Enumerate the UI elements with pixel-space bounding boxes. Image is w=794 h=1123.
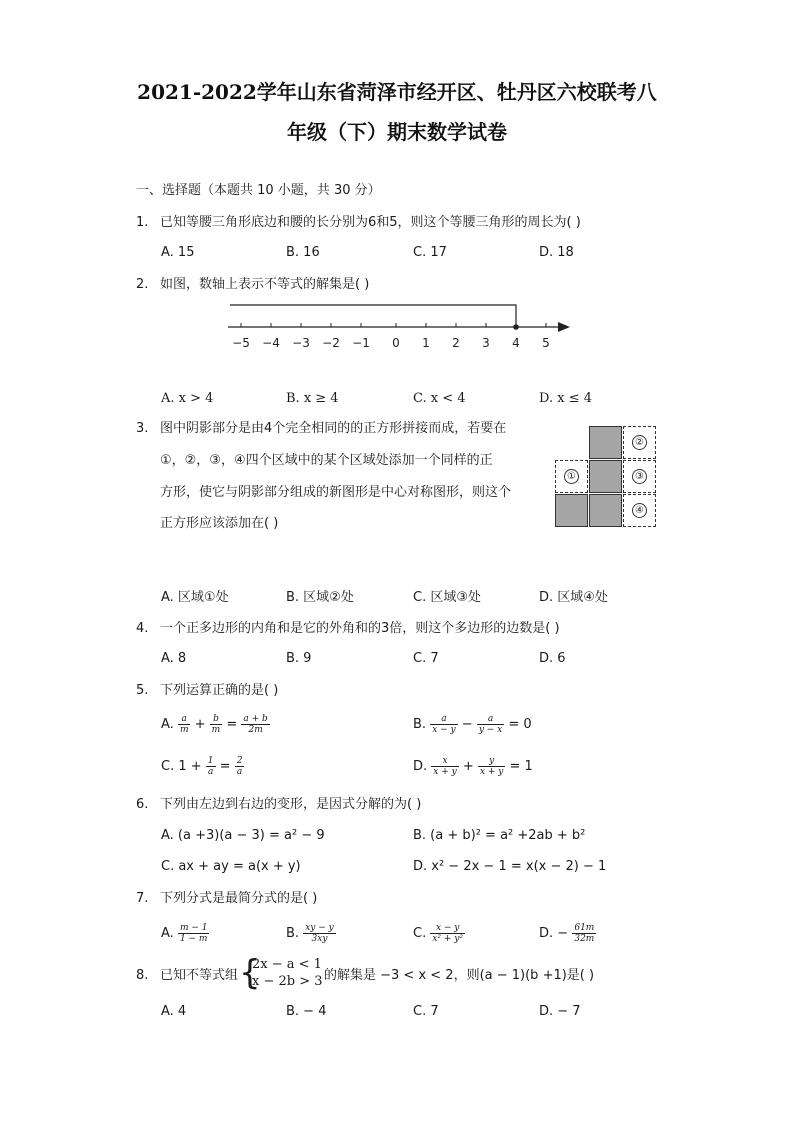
q5-option-a[interactable]: [161, 711, 270, 739]
numerator: xy − y: [305, 923, 334, 933]
denominator: y − x: [478, 725, 503, 735]
tick-label: −2: [322, 336, 340, 350]
q8-option-a[interactable]: A. 4: [161, 1004, 187, 1019]
q2-text: 如图，数轴上表示不等式的解集是( ): [160, 277, 370, 292]
tick-label: 5: [542, 336, 550, 350]
region-4-label: ④: [632, 503, 647, 518]
q8-option-d[interactable]: D. − 7: [539, 1004, 581, 1019]
operator: 1 +: [178, 759, 202, 774]
q1-option-b[interactable]: B. 16: [286, 245, 320, 260]
q6-option-b[interactable]: B. (a + b)² = a² +2ab + b²: [413, 828, 586, 843]
page-title-line2: 年级（下）期末数学试卷: [287, 120, 507, 144]
denominator: x + y: [479, 767, 504, 777]
brace-icon: {: [239, 953, 261, 993]
q1-option-c[interactable]: C. 17: [413, 245, 447, 260]
q5-number: 5.: [136, 683, 149, 698]
denominator: m: [179, 725, 189, 735]
q4-text: 一个正多边形的内角和是它的外角和的3倍，则这个多边形的边数是( ): [160, 621, 560, 636]
tick-label: −5: [232, 336, 250, 350]
q2-option-a[interactable]: A. x > 4: [161, 391, 214, 406]
denominator: 3xy: [311, 934, 328, 944]
numerator: 2: [236, 756, 243, 766]
q2-number: 2.: [136, 277, 149, 292]
q7-option-b[interactable]: [286, 920, 336, 948]
q6-option-c[interactable]: C. ax + ay = a(x + y): [161, 859, 301, 874]
q3-grid-figure: [555, 426, 658, 529]
q3-option-b[interactable]: B. 区域②处: [286, 590, 354, 605]
q7-text: 下列分式是最简分式的是( ): [160, 891, 318, 906]
q4-option-d[interactable]: D. 6: [539, 651, 566, 666]
q6-text: 下列由左边到右边的变形，是因式分解的为( ): [160, 797, 422, 812]
operator: = 1: [509, 759, 533, 774]
solid-dot: [513, 324, 519, 330]
region-1-label: ①: [564, 469, 579, 484]
q4-option-b[interactable]: B. 9: [286, 651, 312, 666]
q8-suffix: 的解集是 −3 < x < 2，则(a − 1)(b +1)是( ): [324, 968, 595, 983]
operator: = 0: [508, 717, 532, 732]
tick-label: −1: [352, 336, 370, 350]
tick-label: 1: [422, 336, 430, 350]
shaded-square: [589, 460, 622, 493]
numerator: a + b: [243, 714, 268, 724]
region-3[interactable]: [623, 460, 656, 493]
q7-number: 7.: [136, 891, 149, 906]
tick-label: 0: [392, 336, 400, 350]
denominator: 32m: [574, 934, 595, 944]
numerator: m − 1: [179, 923, 208, 933]
numerator: a: [178, 714, 191, 725]
q7-option-c[interactable]: [413, 920, 465, 948]
region-4[interactable]: [623, 494, 656, 527]
region-3-label: ③: [632, 469, 647, 484]
q5-option-b[interactable]: [413, 711, 532, 739]
region-2-label: ②: [632, 435, 647, 450]
q3-text-line3: 方形，使它与阴影部分组成的新图形是中心对称图形，则这个: [160, 485, 512, 500]
q7-option-a[interactable]: [161, 920, 209, 948]
section-header: 一、选择题（本题共 10 小题，共 30 分）: [136, 183, 381, 198]
page-title-line1: 2021-2022学年山东省菏泽市经开区、牡丹区六校联考八: [137, 80, 657, 104]
option-letter: A.: [161, 717, 174, 732]
denominator: a: [236, 767, 243, 777]
q4-option-a[interactable]: A. 8: [161, 651, 187, 666]
q8-system-row2: x − 2b > 3: [252, 974, 323, 989]
q7-option-d[interactable]: [539, 920, 596, 948]
q3-option-a[interactable]: A. 区域①处: [161, 590, 229, 605]
option-letter: D.: [413, 759, 428, 774]
option-letter: C.: [413, 926, 427, 941]
numerator: 61m: [574, 923, 595, 933]
tick-label: 2: [452, 336, 460, 350]
q6-option-a[interactable]: A. (a +3)(a − 3) = a² − 9: [161, 828, 325, 843]
shaded-square: [589, 426, 622, 459]
denominator: x² + y²: [432, 934, 463, 944]
q1-number: 1.: [136, 215, 149, 230]
numerator: a: [477, 714, 504, 725]
region-2[interactable]: [623, 426, 656, 459]
operator: +: [194, 717, 206, 732]
q8-prefix: 已知不等式组: [160, 968, 239, 983]
solution-bracket: [230, 305, 516, 327]
q4-option-c[interactable]: C. 7: [413, 651, 439, 666]
numerator: 1: [207, 756, 214, 766]
q5-text: 下列运算正确的是( ): [160, 683, 279, 698]
q8-option-c[interactable]: C. 7: [413, 1004, 439, 1019]
q1-option-a[interactable]: A. 15: [161, 245, 195, 260]
option-letter: C.: [161, 759, 175, 774]
operator: +: [462, 759, 474, 774]
option-letter: B.: [413, 717, 427, 732]
denominator: 2m: [248, 725, 263, 735]
tick-label: 3: [482, 336, 490, 350]
denominator: x + y: [433, 767, 457, 777]
operator: −: [557, 926, 569, 941]
q5-option-d[interactable]: [413, 753, 533, 781]
shaded-square: [589, 494, 622, 527]
q5-option-c[interactable]: [161, 753, 244, 781]
region-1[interactable]: [555, 460, 588, 493]
q3-text-line1: 图中阴影部分是由4个完全相同的的正方形拼接而成，若要在: [160, 421, 507, 436]
shaded-square: [555, 494, 588, 527]
operator: −: [461, 717, 473, 732]
operator: =: [219, 759, 231, 774]
number-line-figure: [220, 300, 580, 355]
numerator: a: [430, 714, 457, 725]
q8-system-row1: 2x − a < 1: [252, 957, 322, 972]
numerator: x − y: [430, 923, 465, 934]
option-letter: B.: [286, 926, 300, 941]
q1-option-d[interactable]: D. 18: [539, 245, 574, 260]
tick-label: −4: [262, 336, 280, 350]
tick-label: 4: [512, 336, 520, 350]
arrow-icon: [558, 322, 570, 332]
q4-number: 4.: [136, 621, 149, 636]
q6-option-d[interactable]: D. x² − 2x − 1 = x(x − 2) − 1: [413, 859, 607, 874]
denominator: 1 − m: [179, 934, 208, 944]
numerator: b: [210, 714, 223, 725]
option-letter: D.: [539, 926, 554, 941]
q8-number: 8.: [136, 968, 149, 983]
q8-option-b[interactable]: B. − 4: [286, 1004, 327, 1019]
numerator: x: [431, 756, 458, 767]
q3-number: 3.: [136, 421, 149, 436]
denominator: a: [207, 767, 214, 777]
q3-text-line4: 正方形应该添加在( ): [160, 516, 279, 531]
q1-text: 已知等腰三角形底边和腰的长分别为6和5，则这个等腰三角形的周长为( ): [160, 215, 581, 230]
q2-option-c[interactable]: C. x < 4: [413, 391, 466, 406]
denominator: x − y: [432, 725, 456, 735]
numerator: y: [478, 756, 505, 767]
q3-text-line2: ①，②，③，④四个区域中的某个区域处添加一个同样的正: [160, 453, 493, 468]
tick-label: −3: [292, 336, 310, 350]
q6-number: 6.: [136, 797, 149, 812]
q3-option-c[interactable]: C. 区域③处: [413, 590, 481, 605]
operator: =: [226, 717, 238, 732]
q3-option-d[interactable]: D. 区域④处: [539, 590, 608, 605]
denominator: m: [211, 725, 221, 735]
option-letter: A.: [161, 926, 174, 941]
q2-option-d[interactable]: D. x ≤ 4: [539, 391, 592, 406]
q2-option-b[interactable]: B. x ≥ 4: [286, 391, 339, 406]
